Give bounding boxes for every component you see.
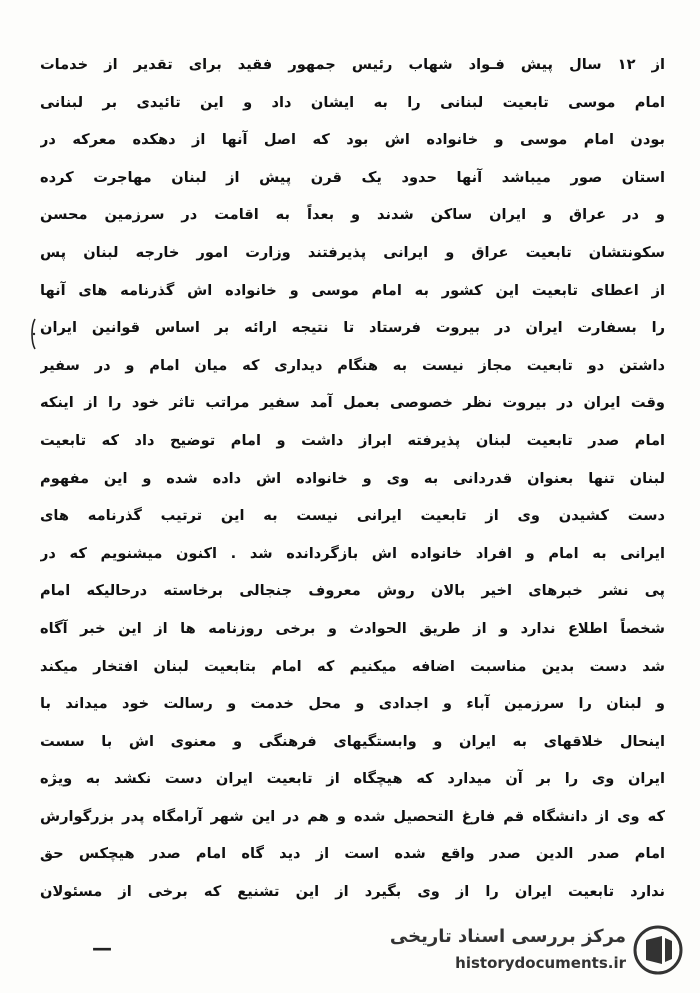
text-line: امام موسی تابعیت لبنانی را به ایشان داد و این تائیدی بر لبنانی	[40, 93, 665, 111]
text-line: لبنان تنها بعنوان قدردانی به وی و خانواده اش داده شده و این مفهوم	[40, 469, 665, 487]
archive-logo-icon	[632, 924, 684, 976]
margin-bracket-mark	[28, 318, 38, 350]
text-line: ایرانی به امام و افراد خانواده اش بازگردانده شد . اکنون میشنویم که در	[40, 544, 665, 562]
bottom-handwritten-mark: —	[92, 936, 112, 960]
text-line: و در عراق و ایران ساکن شدند و بعداً به اقامت در سرزمین محسن	[40, 206, 665, 224]
text-line: شد دست بدین مناسبت اضافه میکنیم که امام بتابعیت لبنان افتخار میکند	[40, 657, 665, 675]
watermark-url: historydocuments.ir	[455, 954, 626, 972]
text-line: امام صدر الدین صدر واقع شده است از دید گاه امام صدر هیچکس حق	[40, 845, 665, 863]
text-line: بودن امام موسی و خانواده اش بود که اصل آنها از دهکده معرکه در	[40, 131, 665, 149]
text-line: از اعطای تابعیت این کشور به امام موسی و خانواده اش گذرنامه های آنها	[40, 281, 665, 299]
text-line: ایران وی را بر آن میدارد که هیچگاه از تابعیت ایران دست نکشد به ویژه	[40, 770, 665, 788]
text-line: امام صدر تابعیت لبنان پذیرفته ابراز داشت و امام توضیح داد که تابعیت	[40, 431, 665, 449]
archive-watermark	[389, 922, 688, 982]
text-line: پی نشر خبرهای اخیر بالان روش معروف جنجالی برخاسته درحالیکه امام	[40, 582, 665, 600]
text-line: که وی از دانشگاه قم فارغ التحصیل شده و هم در این شهر آرامگاه پدر بزرگوارش	[40, 807, 665, 825]
text-line: از ۱۲ سال پیش فـواد شهاب رئیس جمهور فقید برای تقدیر از خدمات	[40, 56, 665, 73]
text-line: دست کشیدن وی از تابعیت ایرانی نیست به این ترتیب گذرنامه های	[40, 507, 665, 525]
document-text-block	[40, 46, 665, 911]
text-line: سکونتشان تابعیت عراق و ایرانی پذیرفتند وزارت امور خارجه لبنان پس	[40, 243, 665, 261]
text-line: وقت ایران در بیروت نظر خصوصی بعمل آمد سفیر مراتب تاثر خود را از اینکه	[40, 394, 665, 412]
text-line: را بسفارت ایران در بیروت فرستاد تا نتیجه ارائه بر اساس قوانین ایران	[40, 319, 665, 337]
watermark-title: مرکز بررسی اسناد تاریخی	[389, 926, 626, 947]
text-line: ندارد تابعیت ایران را از وی بگیرد از این تشنیع که برخی از مسئولان	[40, 883, 665, 901]
text-line: و لبنان را سرزمین آباء و اجدادی و محل خدمت و رسالت خود میداند با	[40, 695, 665, 713]
text-line: شخصاً اطلاع ندارد و از طریق الحوادث و برخی روزنامه ها از این خبر آگاه	[40, 619, 665, 637]
text-line: داشتن دو تابعیت مجاز نیست به هنگام دیداری که میان امام و در سفیر	[40, 356, 665, 374]
text-line: استان صور میباشد آنها حدود یک قرن پیش از لبنان مهاجرت کرده	[40, 168, 665, 186]
text-line: اینحال خلاقهای به ایران و وابستگیهای فرهنگی و معنوی اش با سست	[40, 732, 665, 750]
